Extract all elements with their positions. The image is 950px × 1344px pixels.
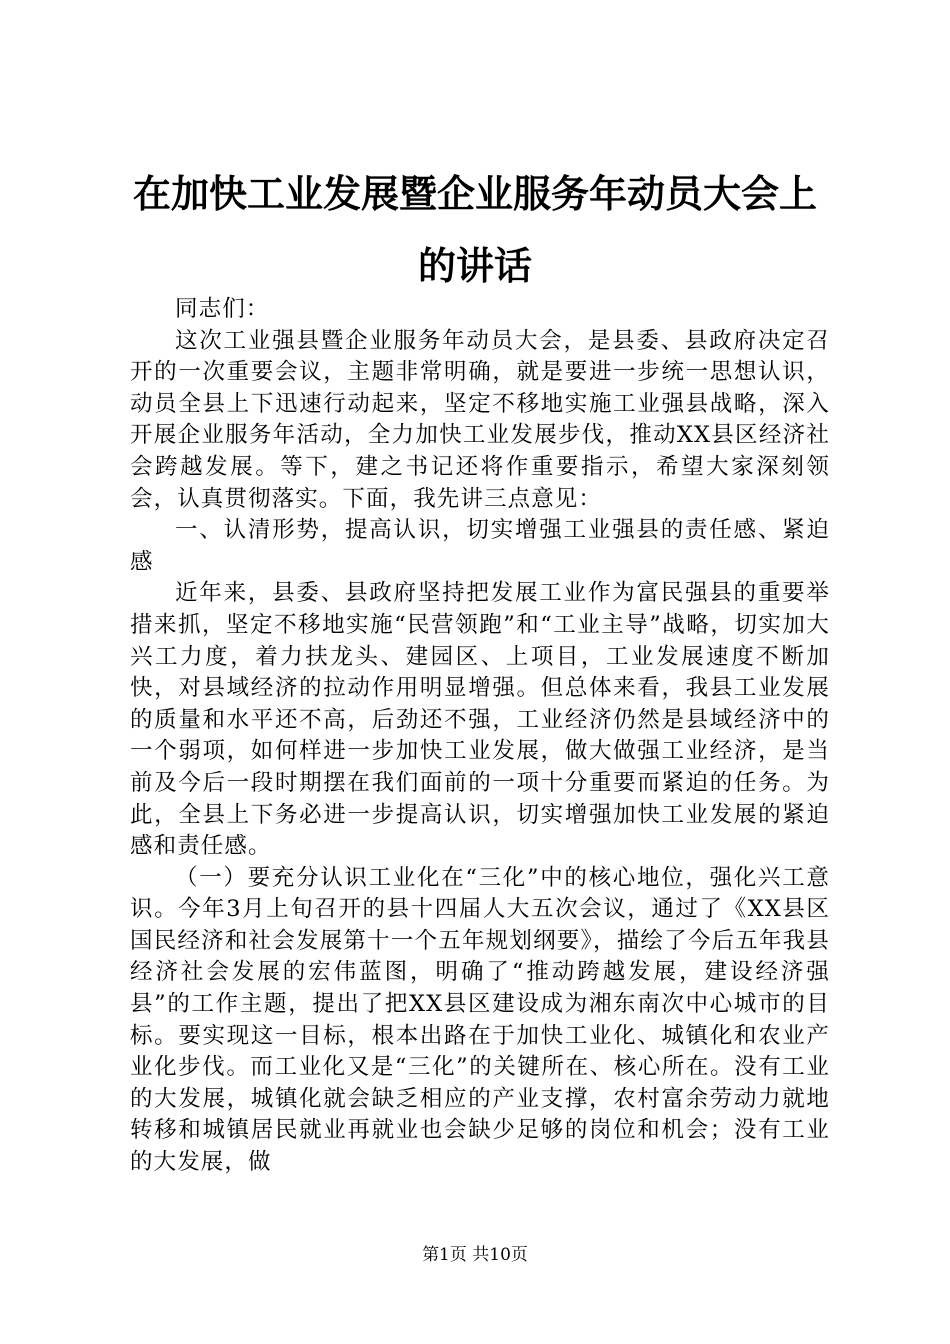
page-footer: 第1页 共10页 (422, 1245, 528, 1265)
paragraph-subsection-1: （一）要充分认识工业化在“三化”中的核心地位，强化兴工意识。今年3月上旬召开的县十四届人大五次会议，通过了《XX县区国民经济和社会发展第十一个五年规划纲要》，描绘了今后五年我县经济社会发展的宏伟蓝图，明确了“推动跨越发展，建设经济强县”的工作主题，提出了把XX县区建设成为湘东南次中心城市的目标。要实现这一目标，根本出路在于加快工业化、城镇化和农业产业化步伐。而工业化又是“三化”的关键所在、核心所在。没有工业的大发展，城镇化就会缺乏相应的产业支撑，农村富余劳动力就地转移和城镇居民就业再就业也会缺少足够的岗位和机会；没有工业的大发展，做 (130, 864, 830, 1176)
document-body (130, 294, 830, 1179)
section-heading-1: 一、认清形势，提高认识，切实增强工业强县的责任感、紧迫感 (130, 517, 830, 575)
document-title: 在加快工业发展暨企业服务年动员大会上的讲话 (132, 171, 817, 288)
paragraph-intro: 这次工业强县暨企业服务年动员大会，是县委、县政府决定召开的一次重要会议，主题非常明确，就是要进一步统一思想认识，动员全县上下迅速行动起来，坚定不移地实施工业强县战略，深入开展企业服务年活动，全力加快工业发展步伐，推动XX县区经济社会跨越发展。等下，建之书记还将作重要指示，希望大家深刻领会，认真贯彻落实。下面，我先讲三点意见： (130, 327, 830, 512)
greeting: 同志们： (175, 296, 270, 322)
paragraph-situation: 近年来，县委、县政府坚持把发展工业作为富民强县的重要举措来抓，坚定不移地实施“民营领跑”和“工业主导”战略，切实加大兴工力度，着力扶龙头、建园区、上项目，工业发展速度不断加快，对县域经济的拉动作用明显增强。但总体来看，我县工业发展的质量和水平还不高，后劲还不强，工业经济仍然是县域经济中的一个弱项，如何样进一步加快工业发展，做大做强工业经济，是当前及今后一段时期摆在我们面前的一项十分重要而紧迫的任务。为此，全县上下务必进一步提高认识，切实增强加快工业发展的紧迫感和责任感。 (130, 580, 830, 860)
